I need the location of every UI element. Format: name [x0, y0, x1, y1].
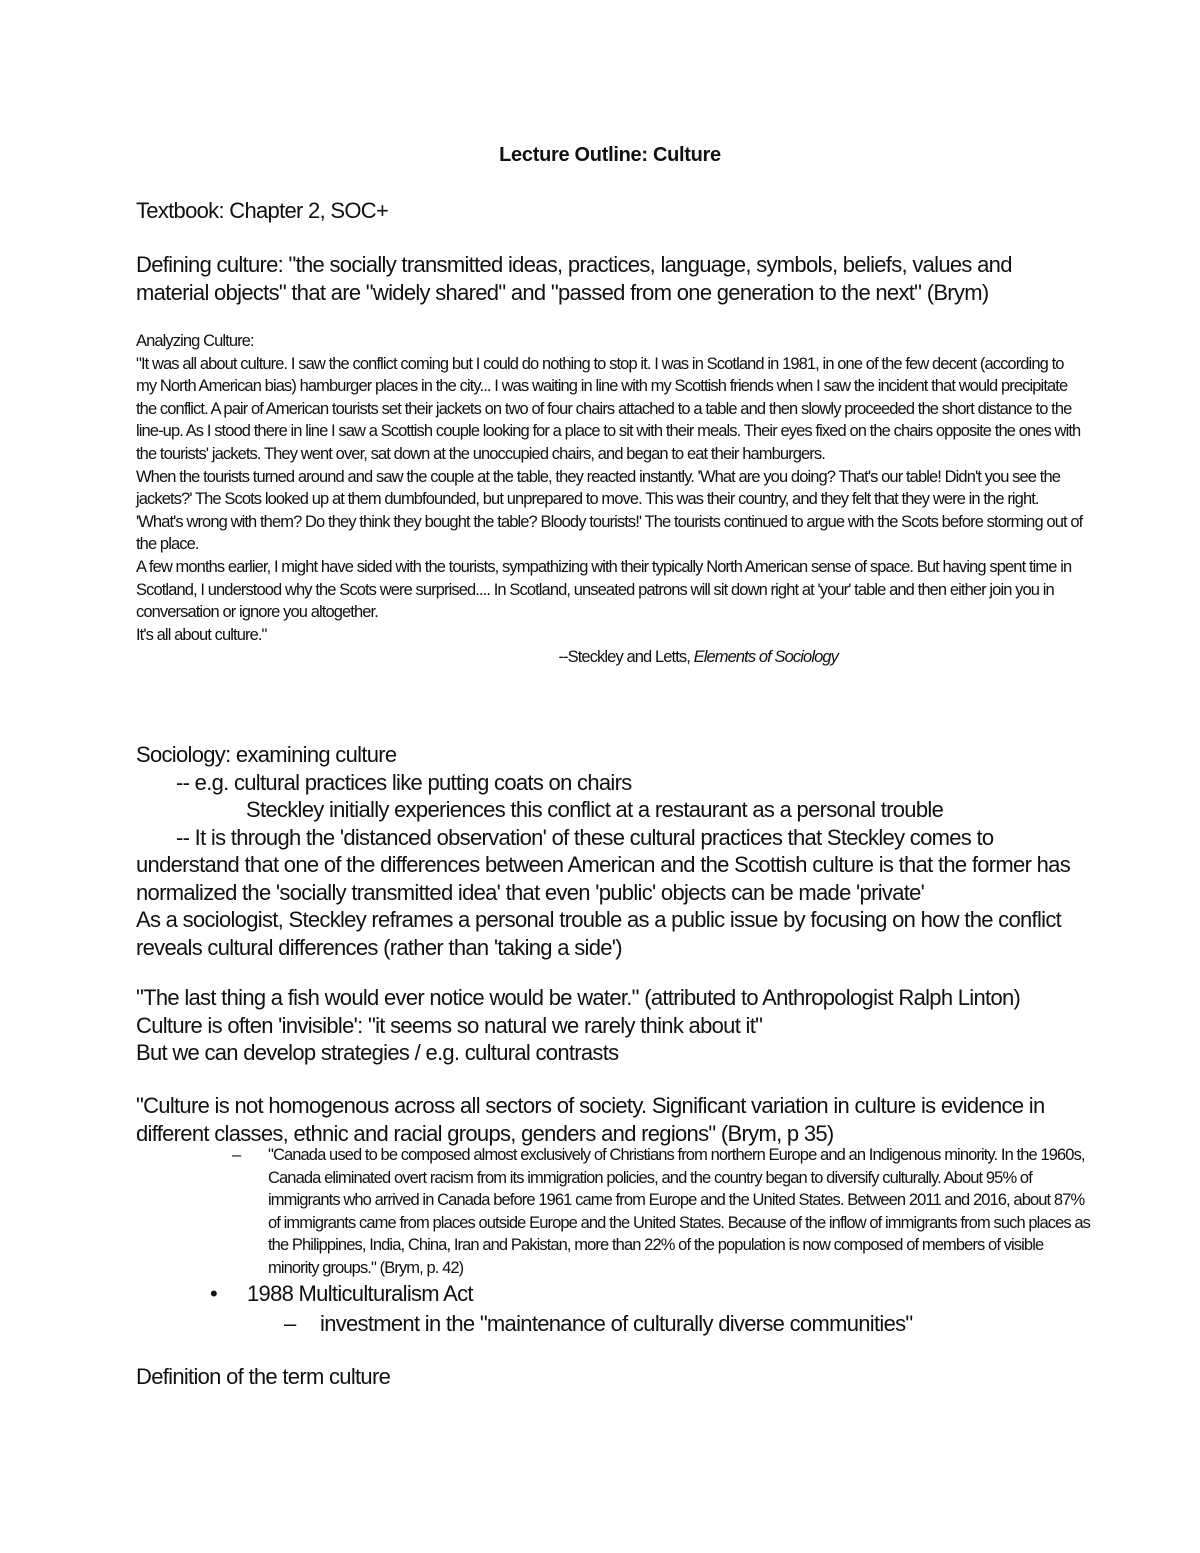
- bullet-marker: •: [210, 1281, 218, 1306]
- dash-marker: –: [232, 1146, 241, 1164]
- quote-paragraph-5: It's all about culture.": [136, 625, 267, 644]
- multiculturalism-bullet: [210, 1280, 473, 1308]
- sociology-heading: Sociology: examining culture: [136, 742, 397, 767]
- quote-paragraph-3: 'What's wrong with them? Do they think they bought the table? Bloody tourists!' The tourists continued to argue with the Scots before storming out of the place.: [136, 512, 1083, 554]
- analyzing-heading: Analyzing Culture:: [136, 332, 254, 350]
- analyzing-section: [136, 330, 1086, 669]
- quote-paragraph-4: A few months earlier, I might have sided with the tourists, sympathizing with their typically North American sense of space. But having spent time in Scotland, I understood why the Scots were surprised.... In Scotland, unseated patrons will sit down right at 'your' table and then either join you in conversation or ignore you altogether.: [136, 557, 1072, 622]
- definition-heading: Definition of the term culture: [136, 1364, 391, 1389]
- sociology-distanced-observation: -- It is through the 'distanced observation' of these cultural practices that Steckley comes to understand that one of the differences between American and the Scottish culture is that the former has normalized the 'socially transmitted idea' that even 'public' objects can be made 'private': [136, 824, 1070, 905]
- culture-invisible: Culture is often 'invisible': "it seems so natural we rarely think about it": [136, 1012, 763, 1038]
- canada-quote-item: [232, 1144, 1092, 1280]
- multiculturalism-act: 1988 Multiculturalism Act: [247, 1281, 473, 1306]
- quote-citation: [136, 646, 1086, 669]
- homogenous-quote: "Culture is not homogenous across all sectors of society. Significant variation in culture is evidence in different classes, ethnic and racial groups, genders and regions" (Brym, p 35): [136, 1093, 1045, 1146]
- sub-dash-marker: –: [284, 1311, 296, 1336]
- fish-section: [136, 984, 1086, 1067]
- fish-quote: "The last thing a fish would ever notice would be water." (attributed to Anthropologist Ralph Linton): [136, 985, 1021, 1010]
- sociology-example: -- e.g. cultural practices like putting coats on chairs: [176, 769, 632, 795]
- textbook-line: Textbook: Chapter 2, SOC+: [136, 198, 389, 223]
- sociology-section: [136, 741, 1086, 961]
- citation-authors: --Steckley and Letts,: [558, 648, 694, 667]
- sociology-reframing: As a sociologist, Steckley reframes a personal trouble as a public issue by focusing on how the conflict reveals cultural differences (rather than 'taking a side'): [136, 907, 1062, 960]
- investment-item: [284, 1310, 913, 1338]
- citation-book-title: Elements of Sociology: [693, 648, 838, 667]
- page-title: Lecture Outline: Culture: [499, 144, 721, 166]
- sociology-personal-trouble: Steckley initially experiences this conflict at a restaurant as a personal trouble: [246, 797, 944, 822]
- cultural-contrasts: But we can develop strategies / e.g. cultural contrasts: [136, 1040, 619, 1065]
- canada-quote-text: "Canada used to be composed almost exclusively of Christians from northern Europe and an Indigenous minority. In the 1960s, Canada eliminated overt racism from its immigration policies, and the country began to diversify culturally. About 95% of immigrants who arrived in Canada before 1961 came from Europe and the United States. Between 2011 and 2016, about 87% of immigrants came from places outside Europe and the United States. Because of the inflow of immigrants from such places as the Philippines, India, China, Iran and Pakistan, more than 22% of the population is now composed of members of visible minority groups." (Brym, p. 42): [268, 1146, 1091, 1277]
- quote-paragraph-2: When the tourists turned around and saw the couple at the table, they reacted instantly. 'What are you doing? That's our table! Didn't you see the jackets?' The Scots looked up at them dumbfounded, but unprepared to move. This was their country, and they felt that they were in the right.: [136, 467, 1060, 509]
- quote-paragraph-1: "It was all about culture. I saw the conflict coming but I could do nothing to stop it. I was in Scotland in 1981, in one of the few decent (according to my North American bias) hamburger places in the city... I was waiting in line with my Scottish friends when I saw the incident that would precipitate the conflict. A pair of American tourists set their jackets on two of four chairs attached to a table and then slowly proceeded the short distance to the line-up. As I stood there in line I saw a Scottish couple looking for a place to sit with their meals. Their eyes fixed on the chairs opposite the ones with the tourists' jackets. They went over, sat down at the unoccupied chairs, and began to eat their hamburgers.: [136, 354, 1081, 463]
- investment-text: investment in the "maintenance of culturally diverse communities": [320, 1311, 913, 1336]
- defining-culture: Defining culture: "the socially transmitted ideas, practices, language, symbols, beliefs, values and material objects" that are "widely shared" and "passed from one generation to the next" (Brym): [136, 252, 1012, 305]
